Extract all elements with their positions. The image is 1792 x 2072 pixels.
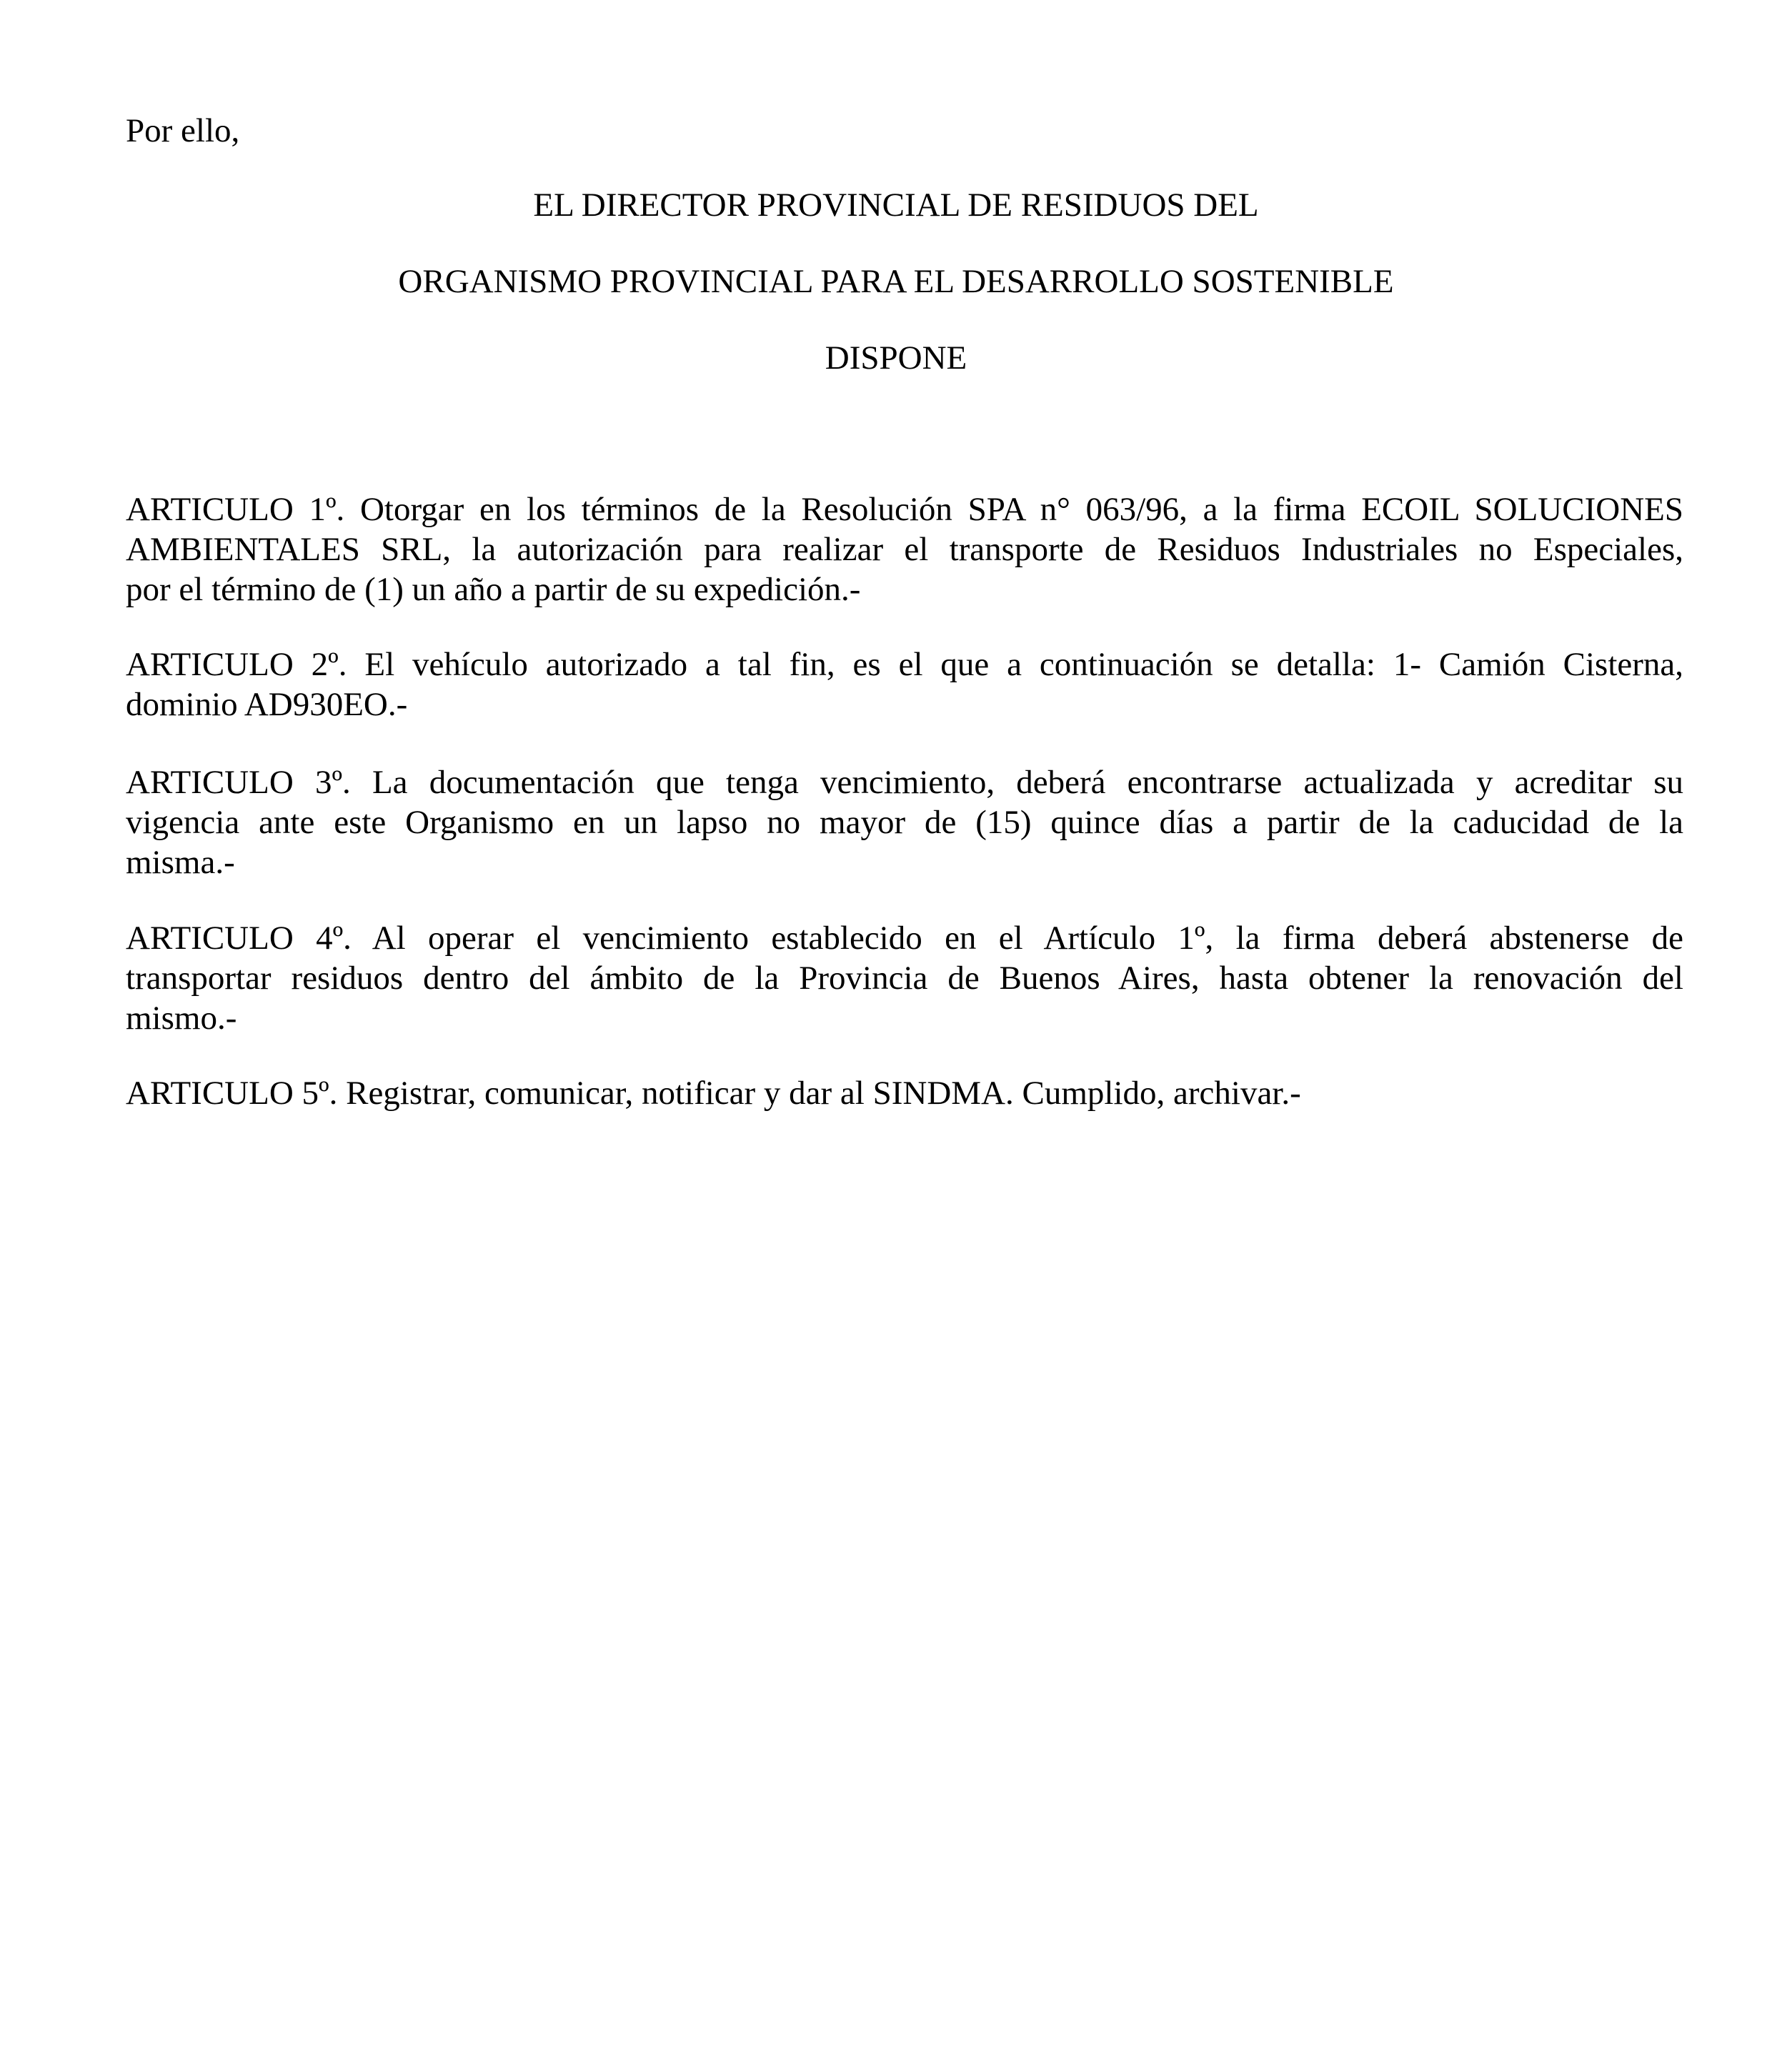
article-4: [126, 918, 1683, 1038]
article-1-line-1: ARTICULO 1º. Otorgar en los términos de la Resolución SPA n° 063/96, a la firma ECOIL SOLUCIONES: [126, 491, 1683, 528]
article-4-line-1: ARTICULO 4º. Al operar el vencimiento establecido en el Artículo 1º, la firma deberá abstenerse de: [126, 920, 1683, 957]
article-1-line-3: por el término de (1) un año a partir de su expedición.-: [126, 571, 861, 608]
article-1-line-2: AMBIENTALES SRL, la autorización para realizar el transporte de Residuos Industriales no Especiales,: [126, 531, 1683, 568]
article-2-line-2: dominio AD930EO.-: [126, 686, 408, 723]
article-5: [126, 1073, 1301, 1113]
article-5-line-1: ARTICULO 5º. Registrar, comunicar, notificar y dar al SINDMA. Cumplido, archivar.-: [126, 1075, 1301, 1112]
opening-phrase: Por ello,: [126, 112, 240, 149]
article-4-line-3: mismo.-: [126, 1000, 237, 1037]
heading-title-line-1: EL DIRECTOR PROVINCIAL DE RESIDUOS DEL: [533, 186, 1259, 224]
article-3: [126, 762, 1683, 882]
article-1: [126, 489, 1683, 609]
heading-dispone: DISPONE: [825, 339, 967, 377]
article-3-line-1: ARTICULO 3º. La documentación que tenga vencimiento, deberá encontrarse actualizada y acreditar su: [126, 764, 1683, 801]
article-4-line-2: transportar residuos dentro del ámbito de la Provincia de Buenos Aires, hasta obtener la renovación del: [126, 960, 1683, 997]
article-2: [126, 644, 1683, 724]
article-3-line-3: misma.-: [126, 844, 235, 881]
article-2-line-1: ARTICULO 2º. El vehículo autorizado a tal fin, es el que a continuación se detalla: 1- Camión Cisterna,: [126, 646, 1683, 683]
article-3-line-2: vigencia ante este Organismo en un lapso no mayor de (15) quince días a partir de la caducidad de la: [126, 804, 1683, 841]
heading-title-line-2: ORGANISMO PROVINCIAL PARA EL DESARROLLO SOSTENIBLE: [398, 263, 1394, 300]
